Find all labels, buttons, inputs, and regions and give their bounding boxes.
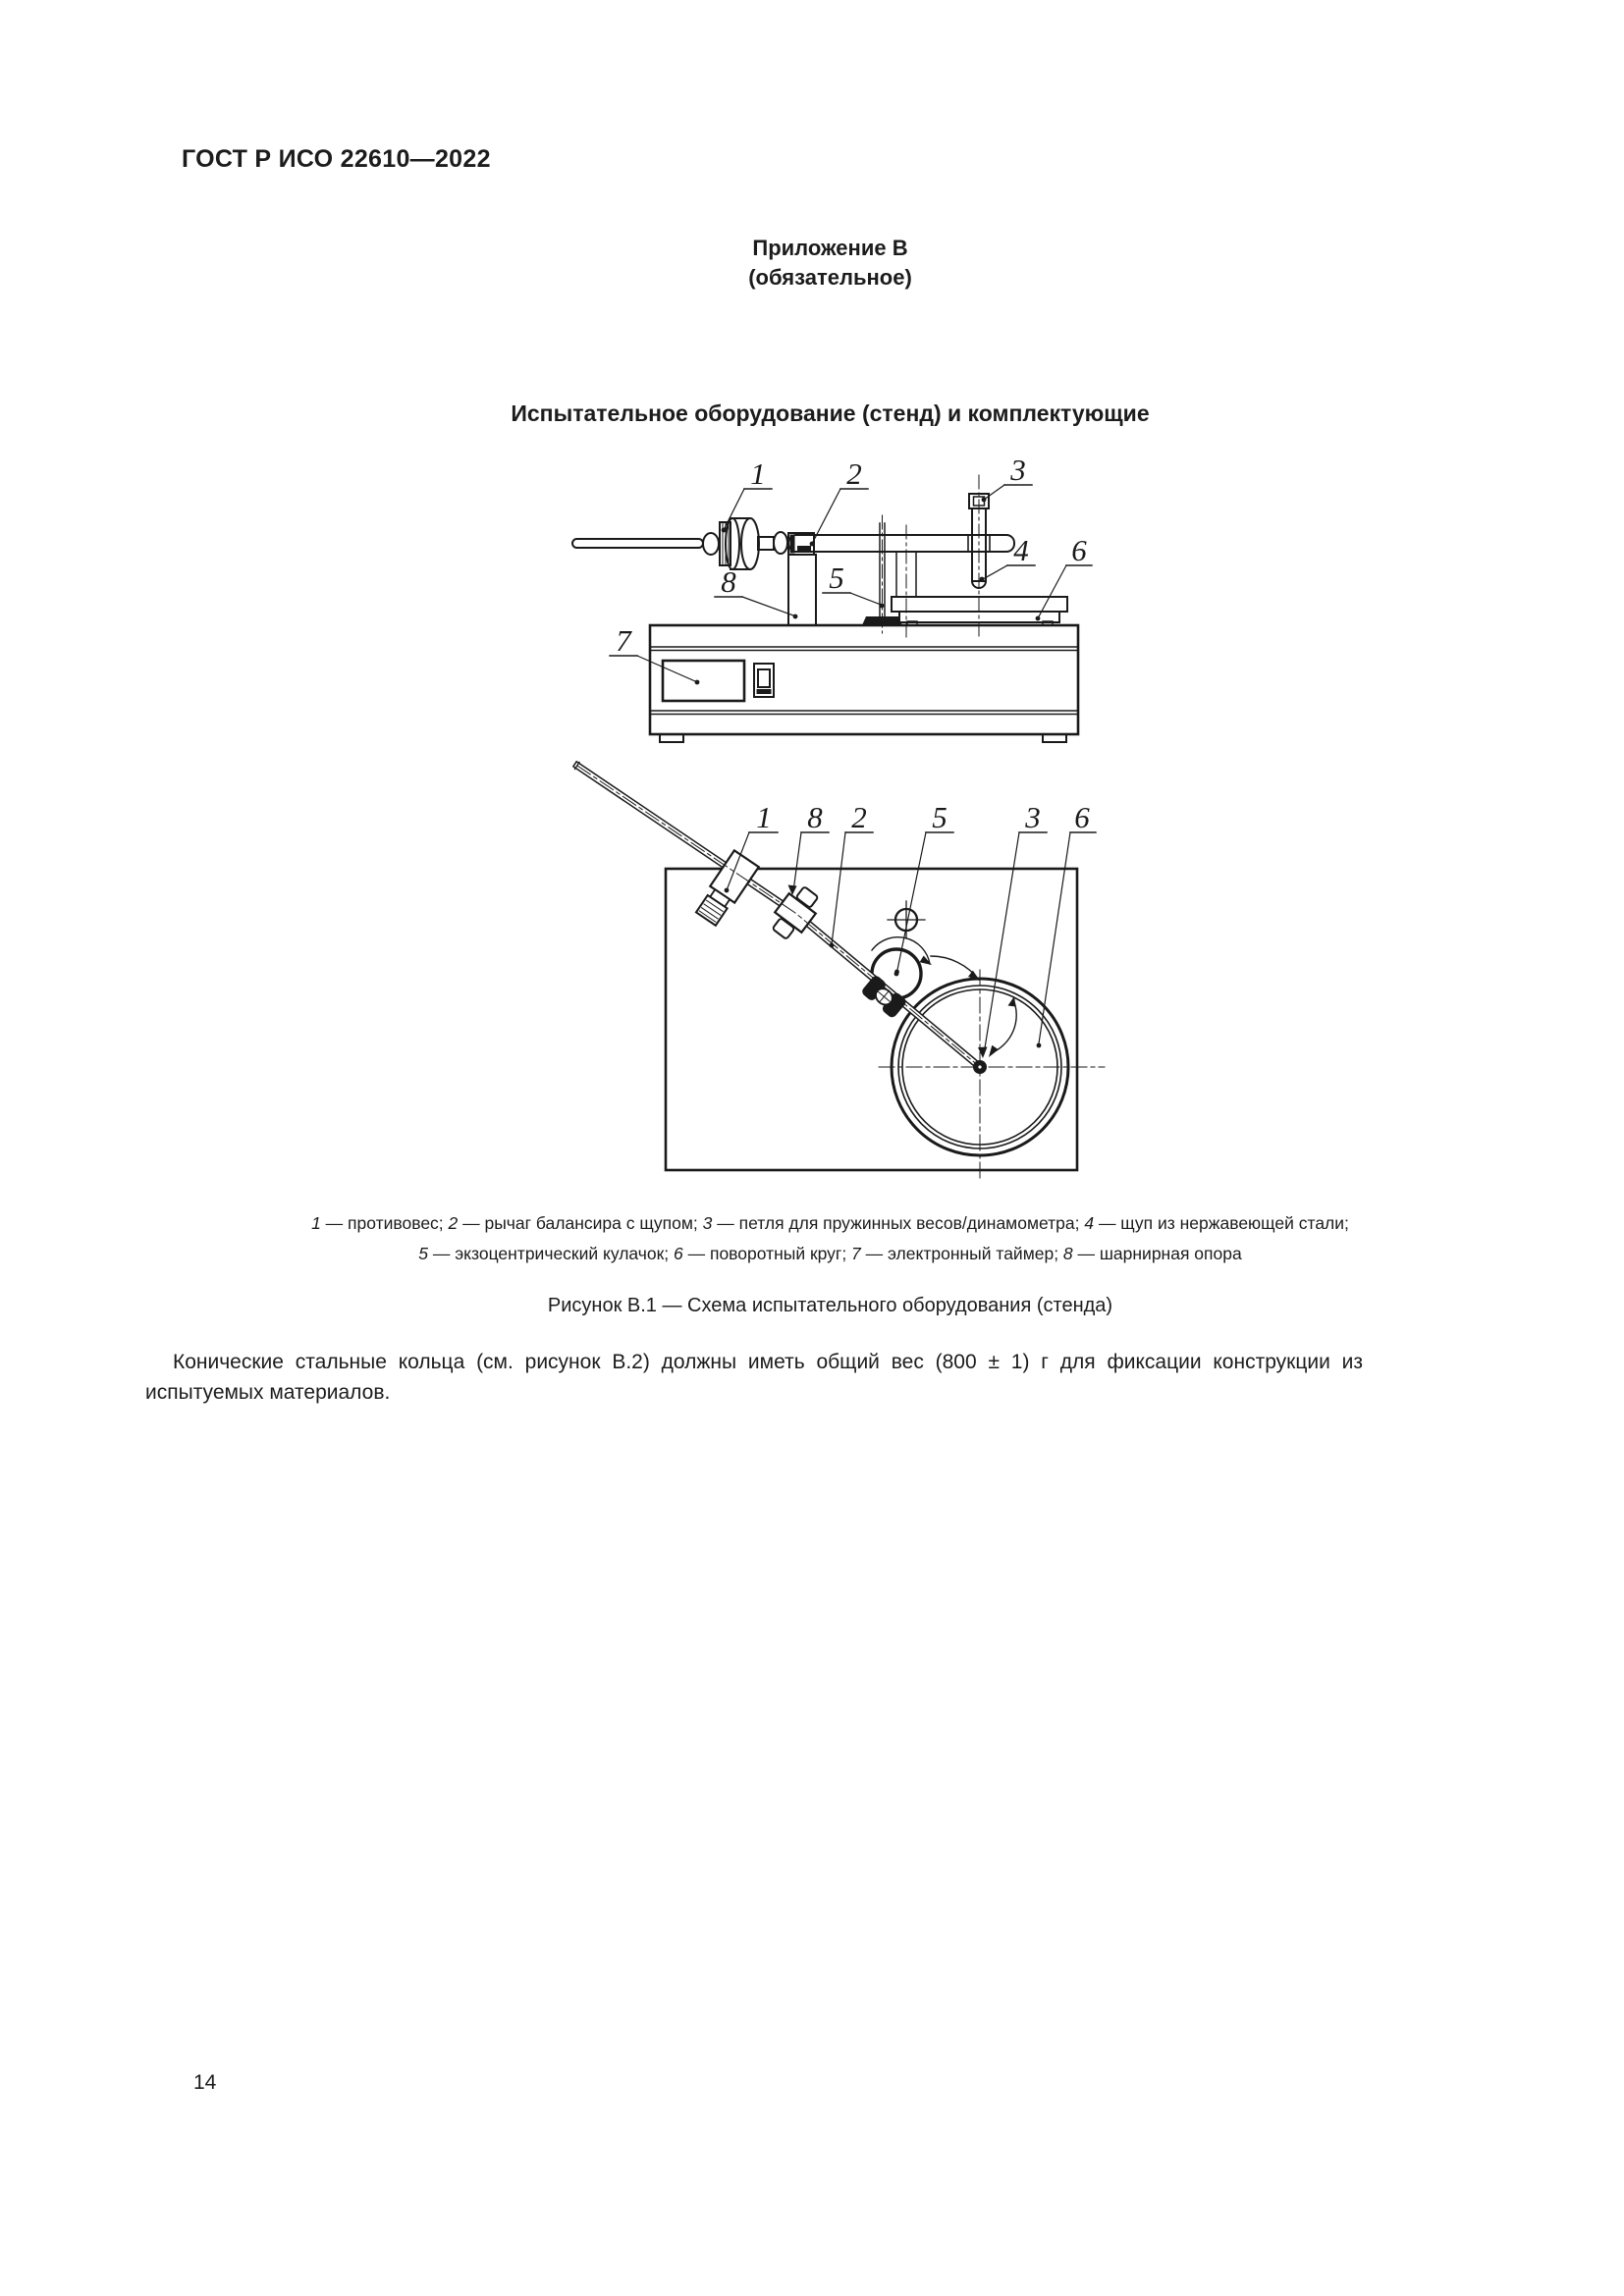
callout-3-top bbox=[978, 832, 1047, 1058]
callout-1-top-label: 1 bbox=[756, 800, 772, 834]
callout-4 bbox=[980, 565, 1035, 581]
standard-number-header: ГОСТ Р ИСО 22610—2022 bbox=[182, 145, 491, 173]
power-switch bbox=[754, 664, 774, 697]
callout-8-top-label: 8 bbox=[807, 800, 823, 834]
figure-legend-line-2: 5 — экзоцентрический кулачок; 6 — поворотный круг; 7 — электронный таймер; 8 — шарнирная опора bbox=[418, 1243, 1242, 1263]
figure-caption: Рисунок В.1 — Схема испытательного оборудования (стенда) bbox=[547, 1295, 1113, 1316]
callout-6-top bbox=[1037, 832, 1096, 1047]
figure-side-view bbox=[540, 432, 1110, 746]
callout-2 bbox=[810, 489, 868, 546]
cam-axis-marker bbox=[888, 901, 925, 938]
callout-1-label: 1 bbox=[750, 456, 766, 491]
callout-6-top-label: 6 bbox=[1074, 800, 1090, 834]
callout-8 bbox=[715, 597, 797, 618]
appendix-heading bbox=[145, 234, 1515, 293]
counterweight-rod bbox=[572, 539, 703, 548]
callout-3-top-label: 3 bbox=[1025, 800, 1041, 834]
callout-5-top-label: 5 bbox=[932, 800, 947, 834]
callout-2-label: 2 bbox=[846, 456, 862, 491]
side-view-callouts bbox=[610, 485, 1092, 684]
callout-3-label: 3 bbox=[1010, 453, 1026, 487]
timer-display bbox=[663, 661, 744, 701]
appendix-subtitle: (обязательное) bbox=[748, 265, 912, 290]
callout-5-label: 5 bbox=[829, 561, 844, 595]
callout-5 bbox=[823, 593, 884, 608]
callout-2-top bbox=[830, 832, 873, 947]
rotation-arrows bbox=[931, 956, 1016, 1057]
callout-6-label: 6 bbox=[1071, 533, 1087, 567]
figure-legend-line-1: 1 — противовес; 2 — рычаг балансира с щупом; 3 — петля для пружинных весов/динамометра; 4 — щуп из нержавеющей стали; bbox=[311, 1213, 1349, 1233]
pivot-bearing bbox=[860, 974, 907, 1019]
base-unit bbox=[650, 625, 1078, 742]
table-outline bbox=[666, 869, 1077, 1170]
body-paragraph: Конические стальные кольца (см. рисунок В.2) должны иметь общий вес (800 ± 1) г для фиксации конструкции из испытуемых материалов. bbox=[145, 1351, 1363, 1404]
callout-8-label: 8 bbox=[721, 564, 736, 599]
probe-tip-top bbox=[973, 1060, 987, 1074]
figure-top-view bbox=[540, 746, 1114, 1188]
figure-legend bbox=[145, 1208, 1515, 1268]
section-title: Испытательное оборудование (стенд) и комплектующие bbox=[511, 400, 1150, 426]
counterweight bbox=[572, 518, 787, 569]
callout-2-top-label: 2 bbox=[851, 800, 867, 834]
callout-4-label: 4 bbox=[1013, 533, 1029, 567]
balance-arm bbox=[788, 535, 1014, 552]
appendix-title: Приложение В bbox=[752, 236, 908, 260]
callout-7-label: 7 bbox=[616, 623, 631, 658]
page-number: 14 bbox=[193, 2071, 217, 2094]
callout-5-top bbox=[894, 832, 953, 974]
callout-8-top bbox=[788, 832, 830, 895]
